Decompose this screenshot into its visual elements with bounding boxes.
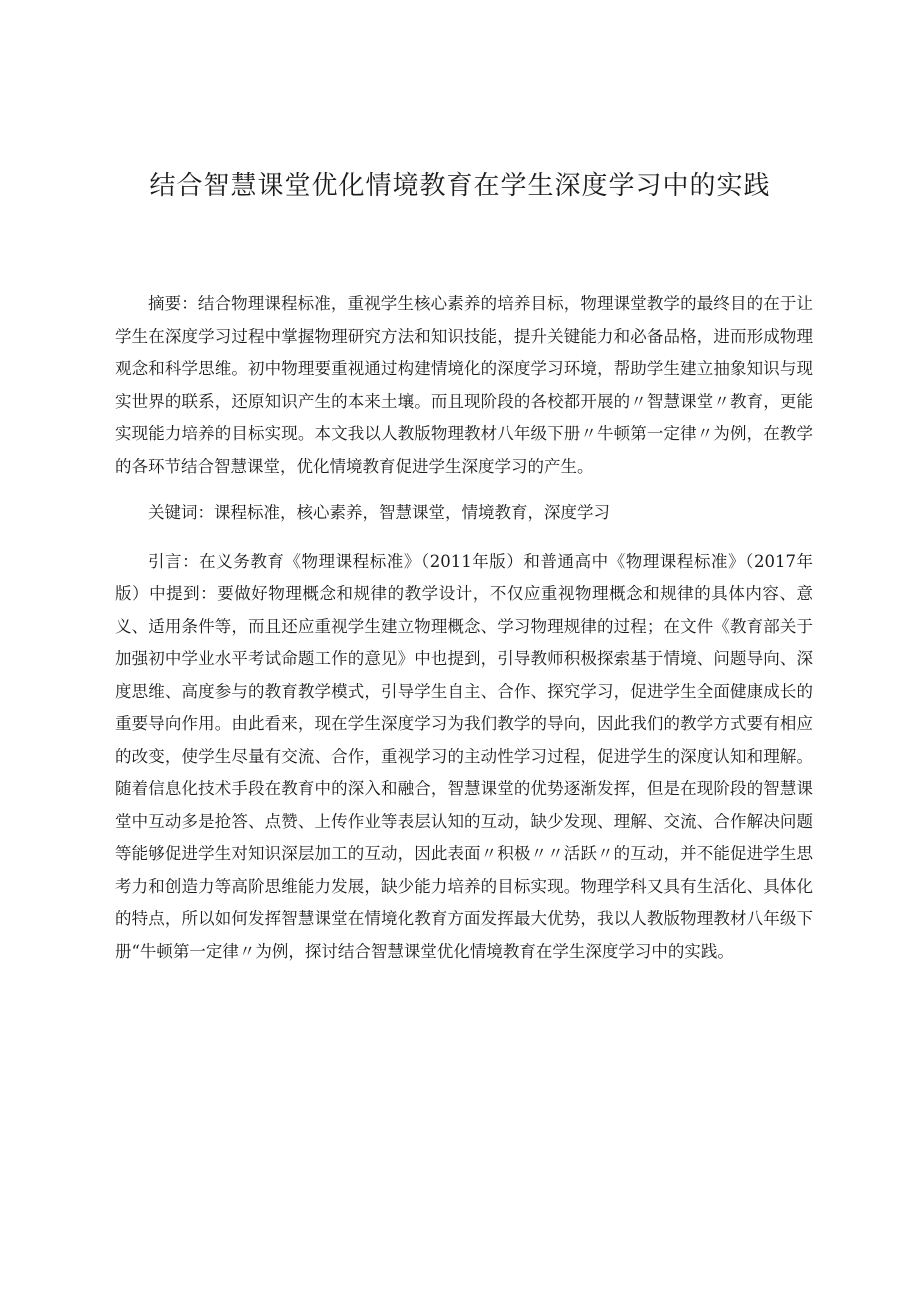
abstract-paragraph: 摘要：结合物理课程标准，重视学生核心素养的培养目标，物理课堂教学的最终目的在于让学生在深度学习过程中掌握物理研究方法和知识技能，提升关键能力和必备品格，进而形成物理观念和科学思维。初中物理要重视通过构建情境化的深度学习环境，帮助学生建立抽象知识与现实世界的联系，还原知识产生的本来土壤。而且现阶段的各校都开展的〃智慧课堂〃教育，更能实现能力培养的目标实现。本文我以人教版物理教材八年级下册〃牛顿第一定律〃为例，在教学的各环节结合智慧课堂，优化情境教育促进学生深度学习的产生。 bbox=[115, 294, 813, 476]
introduction-paragraph: 引言：在义务教育《物理课程标准》（2011年版）和普通高中《物理课程标准》（2017年版）中提到：要做好物理概念和规律的教学设计，不仅应重视物理概念和规律的具体内容、意义、适用条件等，而且还应重视学生建立物理概念、学习物理规律的过程；在文件《教育部关于加强初中学业水平考试命题工作的意见》中也提到，引导教师积极探索基于情境、问题导向、深度思维、高度参与的教育教学模式，引导学生自主、合作、探究学习，促进学生全面健康成长的重要导向作用。由此看来，现在学生深度学习为我们教学的导向，因此我们的教学方式要有相应的改变，使学生尽量有交流、合作，重视学习的主动性学习过程，促进学生的深度认知和理解。随着信息化技术手段在教育中的深入和融合，智慧课堂的优势逐渐发挥，但是在现阶段的智慧课堂中互动多是抢答、点赞、上传作业等表层认知的互动，缺少发现、理解、交流、合作解决问题等能够促进学生对知识深层加工的互动，因此表面〃积极〃〃活跃〃的互动，并不能促进学生思考力和创造力等高阶思维能力发展，缺少能力培养的目标实现。物理学科又具有生活化、具体化的特点，所以如何发挥智慧课堂在情境化教育方面发挥最大优势，我以人教版物理教材八年级下册“牛顿第一定律〃为例，探讨结合智慧课堂优化情境教育在学生深度学习中的实践。 bbox=[115, 551, 813, 961]
keywords-paragraph: 关键词：课程标准，核心素养，智慧课堂，情境教育，深度学习 bbox=[148, 503, 610, 522]
document-body bbox=[115, 288, 813, 968]
document-title: 结合智慧课堂优化情境教育在学生深度学习中的实践 bbox=[149, 171, 771, 201]
